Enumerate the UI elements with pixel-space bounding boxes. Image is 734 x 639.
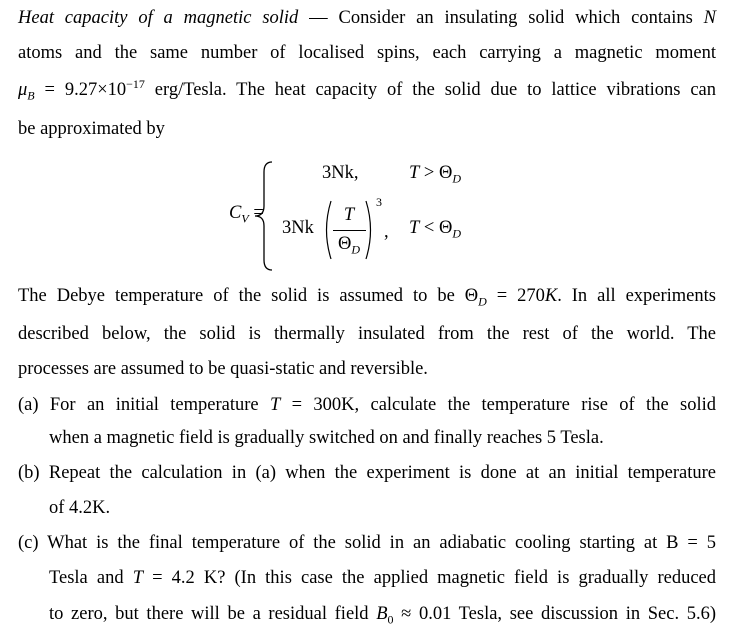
case2-condition: $T < \Theta_D$ <box>409 218 462 241</box>
text-line-7: processes are assumed to be quasi-static and reversible. <box>18 359 428 379</box>
text-line-2: atoms and the same number of localised spins, each carrying a magnetic moment <box>18 43 716 63</box>
item-b-line-1: (b) Repeat the calculation in (a) when the experiment is done at an initial temperature <box>18 463 716 483</box>
case1-expression: 3Nk, <box>322 163 359 183</box>
item-b-line-2: of 4.2K. <box>49 498 111 518</box>
text-line-6: described below, the solid is thermally insulated from the rest of the world. The <box>18 324 716 344</box>
text-line-4: be approximated by <box>18 119 165 139</box>
case1-condition: $T > \Theta_D$ <box>409 163 462 186</box>
text-line-5: The Debye temperature of the solid is assumed to be $\Theta_D = 270K$. In all experiments <box>18 286 716 309</box>
item-a-line-2: when a magnetic field is gradually switched on and finally reaches 5 Tesla. <box>49 428 604 448</box>
equation-lhs: $C_V$ = <box>229 203 264 226</box>
item-a-line-1: (a) For an initial temperature T = 300K, calculate the temperature rise of the solid <box>18 395 716 415</box>
right-paren-icon <box>364 199 376 261</box>
text-line-1: Heat capacity of a magnetic solid — Consider an insulating solid which contains N <box>18 8 716 28</box>
document-page: Heat capacity of a magnetic solid — Consider an insulating solid which contains N atoms and the same number of localised spins, each carrying a magnetic moment $\mu_B = 9.27\times 10^{-17}$ erg/Tesla. The heat capacity of the solid due to lattice vibrations can be approximated by $C_V$ = 3Nk, $T > \Theta_D$ 3Nk T $\Theta_D$ 3 , $T < \Theta_D$ The Debye temperature of the solid is assumed to be $\Theta_D = 270K$. In all experiments described below, the solid is thermally insulated from the rest of the world. The processes are assumed to be quasi-static and reversible. (a) For an initial temperature T = 300K, calculate the temperature rise of the solid when a magnetic field is gradually switched on and finally reaches 5 Tesla. (b) Repeat the calculation in (a) when the experiment is done at an initial temperature of 4.2K. (c) What is the final temperature of the solid in an adiabatic cooling starting at B = 5 Tesla and T = 4.2 K? (In this case the applied magnetic field is gradually reduced to zero, but there will be a residual field $B_0 \approx 0.01$ Tesla, see discussion in Sec. 5.6) <box>18 8 716 627</box>
text-line-3: $\mu_B = 9.27\times 10^{-17}$ erg/Tesla. The heat capacity of the solid due to lattice vibrations can <box>18 76 716 103</box>
left-brace-icon <box>252 160 274 272</box>
section-title: Heat capacity of a magnetic solid <box>18 8 299 28</box>
item-c-line-1: (c) What is the final temperature of the solid in an adiabatic cooling starting at B = 5 <box>18 533 716 553</box>
item-c-line-2: Tesla and T = 4.2 K? (In this case the applied magnetic field is gradually reduced <box>49 568 716 588</box>
fraction-bar <box>333 230 366 231</box>
item-c-line-3: to zero, but there will be a residual field $B_0 \approx 0.01$ Tesla, see discussion in Sec. 5.6) <box>49 604 716 627</box>
